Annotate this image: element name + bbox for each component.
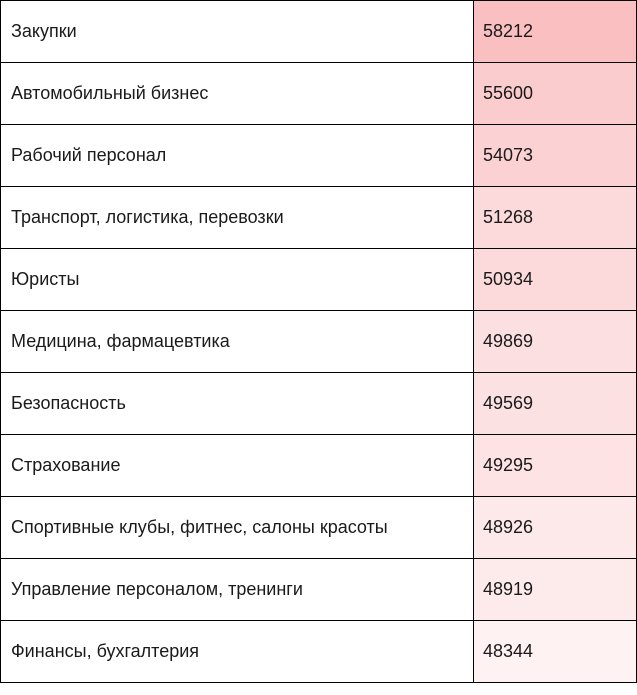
- table-row: [1, 125, 637, 187]
- value-cell: 49869: [474, 311, 637, 373]
- table-row: [1, 63, 637, 125]
- table-row: [1, 559, 637, 621]
- value-cell: 48926: [474, 497, 637, 559]
- category-cell: Управление персоналом, тренинги: [1, 559, 474, 621]
- table-row: [1, 249, 637, 311]
- value-cell: 48919: [474, 559, 637, 621]
- category-cell: Автомобильный бизнес: [1, 63, 474, 125]
- category-cell: Рабочий персонал: [1, 125, 474, 187]
- salary-table-body: [1, 1, 637, 683]
- value-cell: 58212: [474, 1, 637, 63]
- category-cell: Транспорт, логистика, перевозки: [1, 187, 474, 249]
- value-cell: 48344: [474, 621, 637, 683]
- category-cell: Юристы: [1, 249, 474, 311]
- table-row: [1, 497, 637, 559]
- table-row: [1, 1, 637, 63]
- value-cell: 49295: [474, 435, 637, 497]
- table-row: [1, 621, 637, 683]
- table-row: [1, 373, 637, 435]
- value-cell: 55600: [474, 63, 637, 125]
- category-cell: Спортивные клубы, фитнес, салоны красоты: [1, 497, 474, 559]
- value-cell: 49569: [474, 373, 637, 435]
- table-row: [1, 435, 637, 497]
- category-cell: Страхование: [1, 435, 474, 497]
- table-row: [1, 311, 637, 373]
- category-cell: Медицина, фармацевтика: [1, 311, 474, 373]
- category-cell: Безопасность: [1, 373, 474, 435]
- value-cell: 51268: [474, 187, 637, 249]
- category-cell: Закупки: [1, 1, 474, 63]
- value-cell: 50934: [474, 249, 637, 311]
- category-cell: Финансы, бухгалтерия: [1, 621, 474, 683]
- value-cell: 54073: [474, 125, 637, 187]
- table-row: [1, 187, 637, 249]
